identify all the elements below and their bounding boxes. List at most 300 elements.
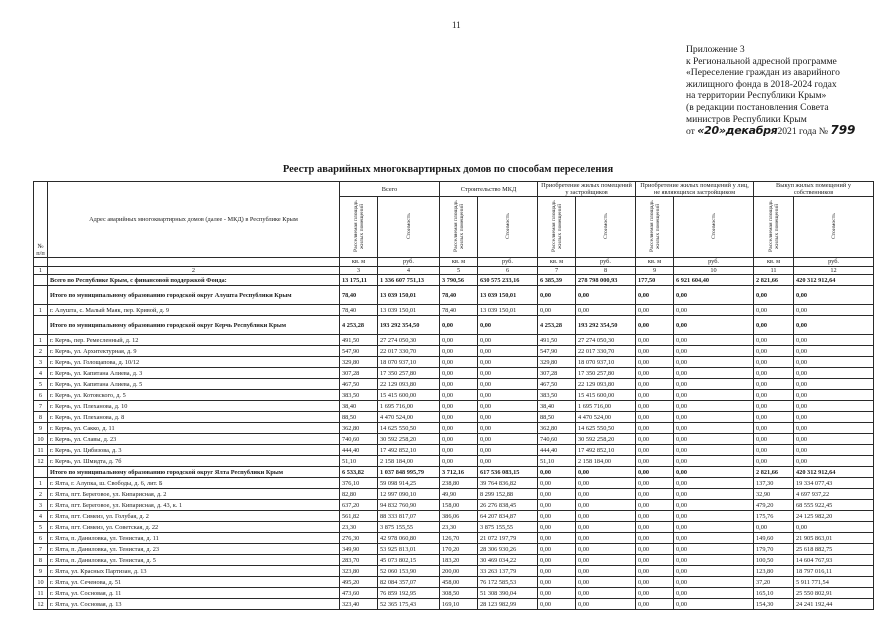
row-value: 177,50 (636, 275, 674, 286)
row-address: Итого по муниципальному образованию городской округ Ялта Республики Крым (48, 467, 340, 478)
row-value: 0,00 (674, 390, 754, 401)
row-value: 0,00 (674, 335, 754, 346)
row-value: 0,00 (754, 335, 794, 346)
row-value: 0,00 (576, 489, 636, 500)
table-row (34, 544, 874, 555)
row-value: 0,00 (754, 379, 794, 390)
row-value: 3 875 155,55 (378, 522, 440, 533)
row-address: г. Ялта, п. Даниловка, ул. Тенистая, д. 23 (48, 544, 340, 555)
row-value: 0,00 (538, 286, 576, 305)
row-value: 547,90 (538, 346, 576, 357)
table-row (34, 522, 874, 533)
appendix-line: министров Республики Крым (686, 113, 807, 125)
row-number: 5 (34, 522, 48, 533)
row-value: 0,00 (440, 434, 478, 445)
row-value: 0,00 (636, 555, 674, 566)
table-row (34, 434, 874, 445)
row-value: 0,00 (674, 423, 754, 434)
row-value: 0,00 (794, 401, 874, 412)
row-value: 0,00 (440, 423, 478, 434)
row-value: 158,00 (440, 500, 478, 511)
row-value: 561,82 (340, 511, 378, 522)
row-value: 0,00 (576, 511, 636, 522)
row-value: 28 306 930,26 (478, 544, 538, 555)
row-value: 6 921 604,40 (674, 275, 754, 286)
row-address: г. Ялта, пгт. Симеиз, ул. Советская, д. 22 (48, 522, 340, 533)
row-value: 200,00 (440, 566, 478, 577)
row-address: г. Алушта, с. Малый Маяк, пер. Кривой, д. 9 (48, 305, 340, 316)
row-address: г. Ялта, г. Алупка, ш. Свободы, д. 6, лит. Б (48, 478, 340, 489)
row-value: 383,50 (538, 390, 576, 401)
row-value: 0,00 (576, 577, 636, 588)
row-value: 0,00 (794, 357, 874, 368)
row-value: 0,00 (754, 412, 794, 423)
row-address: г. Ялта, пгт. Симеиз, ул. Голубая, д. 2 (48, 511, 340, 522)
table-header (34, 182, 874, 275)
row-value: 33 263 137,79 (478, 566, 538, 577)
row-value: 23,30 (440, 522, 478, 533)
row-value: 0,00 (674, 478, 754, 489)
row-value: 18 070 937,10 (378, 357, 440, 368)
row-value: 17 492 852,10 (378, 445, 440, 456)
row-value: 0,00 (576, 566, 636, 577)
row-value: 14 604 767,93 (794, 555, 874, 566)
row-address: г. Керчь, ул. Плеханова, д. 8 (48, 412, 340, 423)
row-value: 15 415 600,00 (378, 390, 440, 401)
table-row-subtotal (34, 275, 874, 286)
row-value: 740,60 (340, 434, 378, 445)
row-value: 0,00 (636, 368, 674, 379)
row-value: 42 978 060,80 (378, 533, 440, 544)
table-row (34, 511, 874, 522)
row-value: 170,20 (440, 544, 478, 555)
row-value: 0,00 (754, 456, 794, 467)
row-address: г. Ялта, п. Даниловка, ул. Тенистая, д. 11 (48, 533, 340, 544)
header-group-developers: Приобретение жилых помещений у застройщиков (538, 182, 636, 197)
row-value: 0,00 (674, 467, 754, 478)
row-value: 3 875 155,55 (478, 522, 538, 533)
row-value: 27 274 050,30 (576, 335, 636, 346)
row-value: 193 292 354,50 (378, 316, 440, 335)
row-value: 5 911 771,54 (794, 577, 874, 588)
row-value: 0,00 (674, 286, 754, 305)
page-number: 11 (452, 20, 461, 30)
row-value: 0,00 (440, 401, 478, 412)
row-value: 547,90 (340, 346, 378, 357)
row-number: 9 (34, 566, 48, 577)
sub-header-cost: Стоимость (378, 197, 440, 258)
row-number: 12 (34, 456, 48, 467)
row-address: г. Ялта, ул. Сосновая, д. 13 (48, 599, 340, 610)
table-row (34, 533, 874, 544)
row-value: 0,00 (794, 390, 874, 401)
row-value: 38,40 (340, 401, 378, 412)
row-value: 4 470 524,00 (378, 412, 440, 423)
row-value: 22 017 330,70 (576, 346, 636, 357)
table-row (34, 566, 874, 577)
row-value: 51,10 (538, 456, 576, 467)
row-value: 0,00 (754, 423, 794, 434)
table-row-subtotal (34, 467, 874, 478)
header-group-non-developers: Приобретение жилых помещений у лиц, не являющихся застройщиком (636, 182, 754, 197)
sub-header-cost: Стоимость (674, 197, 754, 258)
row-value: 4 697 937,22 (794, 489, 874, 500)
table-row (34, 456, 874, 467)
row-value: 0,00 (754, 316, 794, 335)
row-value: 4 253,28 (538, 316, 576, 335)
row-value: 3 790,56 (440, 275, 478, 286)
row-value: 51,10 (340, 456, 378, 467)
row-value: 0,00 (576, 478, 636, 489)
row-number: 7 (34, 544, 48, 555)
row-value: 19 334 077,43 (794, 478, 874, 489)
row-value: 6 533,82 (340, 467, 378, 478)
row-value: 0,00 (674, 522, 754, 533)
row-value: 0,00 (576, 544, 636, 555)
row-value: 283,70 (340, 555, 378, 566)
row-value: 12 997 090,10 (378, 489, 440, 500)
row-value: 0,00 (576, 467, 636, 478)
table-row-subtotal (34, 286, 874, 305)
sub-header-area: Расселяемая площадь жилых помещений (440, 197, 478, 258)
row-value: 0,00 (440, 445, 478, 456)
sub-header-area: Расселяемая площадь жилых помещений (754, 197, 794, 258)
row-number: 12 (34, 599, 48, 610)
row-value: 21 072 197,79 (478, 533, 538, 544)
row-value: 78,40 (340, 286, 378, 305)
row-value: 78,40 (440, 286, 478, 305)
row-value: 0,00 (754, 522, 794, 533)
header-group-construction: Строительство МКД (440, 182, 538, 197)
row-value: 0,00 (636, 335, 674, 346)
row-value: 8 299 152,88 (478, 489, 538, 500)
row-number: 1 (34, 305, 48, 316)
row-value: 307,28 (340, 368, 378, 379)
handwritten-date: «20»декабря (697, 124, 778, 138)
units-row: кв. м руб. кв. м руб. кв. м руб. кв. м руб. кв. м руб. (34, 258, 874, 267)
row-value: 4 470 524,00 (576, 412, 636, 423)
row-value: 0,00 (794, 445, 874, 456)
row-value: 0,00 (674, 500, 754, 511)
row-number: 4 (34, 368, 48, 379)
row-value: 37,20 (754, 577, 794, 588)
row-value: 88,50 (340, 412, 378, 423)
row-value: 49,90 (440, 489, 478, 500)
row-value: 0,00 (636, 588, 674, 599)
row-value: 32,90 (754, 489, 794, 500)
row-value: 0,00 (674, 434, 754, 445)
row-value: 0,00 (576, 588, 636, 599)
row-value: 0,00 (674, 305, 754, 316)
row-value: 0,00 (538, 467, 576, 478)
row-value: 0,00 (794, 412, 874, 423)
row-value: 88 333 817,07 (378, 511, 440, 522)
row-value: 52 060 153,90 (378, 566, 440, 577)
appendix-line: на территории Республики Крым» (686, 90, 827, 102)
row-value: 23,30 (340, 522, 378, 533)
row-value: 4 253,28 (340, 316, 378, 335)
row-value: 0,00 (794, 346, 874, 357)
row-value: 14 625 550,50 (378, 423, 440, 434)
row-value: 0,00 (754, 286, 794, 305)
appendix-line: жилищного фонда в 2018-2024 годах (686, 78, 837, 90)
row-value: 0,00 (636, 423, 674, 434)
row-value: 444,40 (340, 445, 378, 456)
date-suffix: 2021 года № (777, 126, 828, 138)
row-value: 0,00 (754, 305, 794, 316)
row-number: 1 (34, 335, 48, 346)
row-value: 308,50 (440, 588, 478, 599)
row-value: 0,00 (538, 489, 576, 500)
row-value: 0,00 (636, 489, 674, 500)
row-value: 0,00 (636, 357, 674, 368)
row-value: 0,00 (674, 544, 754, 555)
row-value: 0,00 (794, 379, 874, 390)
row-value: 1 336 607 751,13 (378, 275, 440, 286)
row-value: 51 308 390,04 (478, 588, 538, 599)
row-value: 444,40 (538, 445, 576, 456)
row-value: 491,50 (538, 335, 576, 346)
table-row (34, 401, 874, 412)
row-value: 0,00 (636, 401, 674, 412)
row-number: 1 (34, 478, 48, 489)
row-value: 0,00 (538, 555, 576, 566)
row-number: 10 (34, 577, 48, 588)
row-value: 0,00 (674, 511, 754, 522)
row-number: 8 (34, 412, 48, 423)
row-value: 0,00 (576, 555, 636, 566)
row-value: 0,00 (794, 368, 874, 379)
row-value: 2 821,66 (754, 275, 794, 286)
row-number: 9 (34, 423, 48, 434)
row-address: г. Ялта, п. Даниловка, ул. Тенистая, д. 5 (48, 555, 340, 566)
row-value: 278 798 000,93 (576, 275, 636, 286)
row-value: 26 276 838,45 (478, 500, 538, 511)
row-value: 0,00 (674, 577, 754, 588)
row-number (34, 275, 48, 286)
row-value: 386,06 (440, 511, 478, 522)
row-value: 38,40 (538, 401, 576, 412)
row-value: 0,00 (636, 566, 674, 577)
sub-header-area: Расселяемая площадь жилых помещений (636, 197, 674, 258)
table-row (34, 599, 874, 610)
row-value: 179,70 (754, 544, 794, 555)
row-value: 123,80 (754, 566, 794, 577)
row-value: 0,00 (754, 434, 794, 445)
table-row (34, 489, 874, 500)
row-value: 24 125 982,20 (794, 511, 874, 522)
row-value: 15 415 600,00 (576, 390, 636, 401)
row-value: 0,00 (440, 368, 478, 379)
row-value: 420 312 912,64 (794, 275, 874, 286)
row-number: 3 (34, 500, 48, 511)
row-value: 13 039 150,01 (478, 305, 538, 316)
row-value: 0,00 (538, 500, 576, 511)
table-row (34, 390, 874, 401)
row-number: 5 (34, 379, 48, 390)
row-value: 467,50 (340, 379, 378, 390)
row-number: 6 (34, 533, 48, 544)
row-value: 76 859 192,95 (378, 588, 440, 599)
row-value: 0,00 (478, 357, 538, 368)
row-address: г. Керчь, ул. Архитектурная, д. 9 (48, 346, 340, 357)
row-value: 53 925 813,01 (378, 544, 440, 555)
sub-header-cost: Стоимость (576, 197, 636, 258)
row-value: 137,30 (754, 478, 794, 489)
row-value: 1 695 716,00 (378, 401, 440, 412)
row-value: 473,60 (340, 588, 378, 599)
row-address: г. Ялта, ул. Красных Партизан, д. 13 (48, 566, 340, 577)
row-value: 0,00 (440, 346, 478, 357)
row-number: 10 (34, 434, 48, 445)
row-value: 323,80 (340, 566, 378, 577)
sub-header-area: Расселяемая площадь жилых помещений (340, 197, 378, 258)
row-value: 0,00 (440, 335, 478, 346)
row-value: 0,00 (636, 434, 674, 445)
document-title: Реестр аварийных многоквартирных домов по способам переселения (282, 164, 614, 175)
row-value: 0,00 (754, 357, 794, 368)
row-value: 88,50 (538, 412, 576, 423)
table-row-subtotal (34, 316, 874, 335)
row-value: 0,00 (636, 445, 674, 456)
row-value: 94 832 760,90 (378, 500, 440, 511)
row-value: 0,00 (674, 456, 754, 467)
row-address: г. Керчь, ул. Голощапова, д. 10/12 (48, 357, 340, 368)
table-row (34, 412, 874, 423)
date-prefix: от (686, 126, 695, 138)
row-value: 0,00 (794, 456, 874, 467)
row-value: 0,00 (440, 456, 478, 467)
row-value: 82 084 357,07 (378, 577, 440, 588)
row-value: 27 274 050,30 (378, 335, 440, 346)
row-value: 307,28 (538, 368, 576, 379)
row-value: 0,00 (794, 316, 874, 335)
row-value: 0,00 (440, 390, 478, 401)
row-value: 0,00 (636, 305, 674, 316)
row-value: 276,30 (340, 533, 378, 544)
row-value: 193 292 354,50 (576, 316, 636, 335)
row-value: 0,00 (478, 346, 538, 357)
row-value: 238,80 (440, 478, 478, 489)
row-value: 0,00 (636, 346, 674, 357)
row-address: Всего по Республике Крым, с финансовой поддержкой Фонда: (48, 275, 340, 286)
row-address: г. Керчь, пер. Ремесленный, д. 12 (48, 335, 340, 346)
row-value: 13 175,11 (340, 275, 378, 286)
row-value: 0,00 (478, 368, 538, 379)
row-value: 0,00 (636, 412, 674, 423)
row-value: 22 017 330,70 (378, 346, 440, 357)
row-value: 25 550 802,91 (794, 588, 874, 599)
row-value: 0,00 (478, 401, 538, 412)
row-value: 0,00 (674, 357, 754, 368)
row-value: 18 070 937,10 (576, 357, 636, 368)
row-value: 52 365 175,43 (378, 599, 440, 610)
row-address: г. Керчь, ул. Котовского, д. 5 (48, 390, 340, 401)
table-row (34, 357, 874, 368)
row-value: 0,00 (674, 401, 754, 412)
row-value: 0,00 (636, 599, 674, 610)
row-number (34, 286, 48, 305)
row-value: 13 039 150,01 (378, 305, 440, 316)
row-value: 0,00 (794, 286, 874, 305)
row-value: 0,00 (636, 286, 674, 305)
row-value: 0,00 (674, 412, 754, 423)
row-value: 0,00 (674, 566, 754, 577)
table-row (34, 423, 874, 434)
row-value: 18 797 016,11 (794, 566, 874, 577)
row-value: 76 172 585,53 (478, 577, 538, 588)
row-value: 0,00 (636, 577, 674, 588)
row-value: 0,00 (794, 305, 874, 316)
row-value: 0,00 (478, 390, 538, 401)
row-value: 1 695 716,00 (576, 401, 636, 412)
row-value: 126,70 (440, 533, 478, 544)
table-row (34, 368, 874, 379)
header-num: № п/п (34, 182, 48, 258)
row-value: 0,00 (538, 305, 576, 316)
row-value: 17 492 852,10 (576, 445, 636, 456)
row-value: 0,00 (478, 434, 538, 445)
row-number (34, 316, 48, 335)
row-value: 0,00 (478, 379, 538, 390)
row-value: 458,00 (440, 577, 478, 588)
row-address: Итого по муниципальному образованию городской округ Алушта Республики Крым (48, 286, 340, 305)
row-value: 630 575 233,16 (478, 275, 538, 286)
row-value: 0,00 (674, 316, 754, 335)
handwritten-number: 799 (830, 123, 856, 138)
row-value: 0,00 (636, 478, 674, 489)
row-address: Итого по муниципальному образованию городской округ Керчь Республики Крым (48, 316, 340, 335)
row-value: 740,60 (538, 434, 576, 445)
row-value: 0,00 (538, 577, 576, 588)
row-address: г. Керчь, ул. Капитана Алиева, д. 5 (48, 379, 340, 390)
row-address: г. Керчь, ул. Капитана Алиева, д. 3 (48, 368, 340, 379)
appendix-line: к Региональной адресной программе (686, 55, 837, 67)
row-value: 13 039 150,01 (378, 286, 440, 305)
row-value: 362,80 (340, 423, 378, 434)
row-value: 22 129 093,80 (378, 379, 440, 390)
row-value: 0,00 (440, 412, 478, 423)
row-value: 0,00 (538, 533, 576, 544)
row-value: 0,00 (478, 316, 538, 335)
row-value: 0,00 (674, 599, 754, 610)
row-number: 8 (34, 555, 48, 566)
row-value: 0,00 (674, 368, 754, 379)
row-value: 28 123 982,99 (478, 599, 538, 610)
table-row (34, 577, 874, 588)
row-value: 0,00 (636, 522, 674, 533)
table-row (34, 335, 874, 346)
row-value: 64 207 834,87 (478, 511, 538, 522)
row-value: 0,00 (478, 445, 538, 456)
row-value: 362,80 (538, 423, 576, 434)
appendix-line: (в редакции постановления Совета (686, 101, 829, 113)
row-value: 0,00 (478, 335, 538, 346)
row-value: 82,80 (340, 489, 378, 500)
sub-header-area: Расселяемая площадь жилых помещений (538, 197, 576, 258)
sub-header-cost: Стоимость (478, 197, 538, 258)
row-address: г. Керчь, ул. Плеханова, д. 10 (48, 401, 340, 412)
row-value: 0,00 (478, 423, 538, 434)
table-row (34, 445, 874, 456)
row-value: 383,50 (340, 390, 378, 401)
table-row (34, 346, 874, 357)
row-number: 11 (34, 445, 48, 456)
registry-table (33, 181, 874, 610)
row-value: 0,00 (636, 467, 674, 478)
row-value: 45 073 802,15 (378, 555, 440, 566)
row-value: 0,00 (794, 434, 874, 445)
